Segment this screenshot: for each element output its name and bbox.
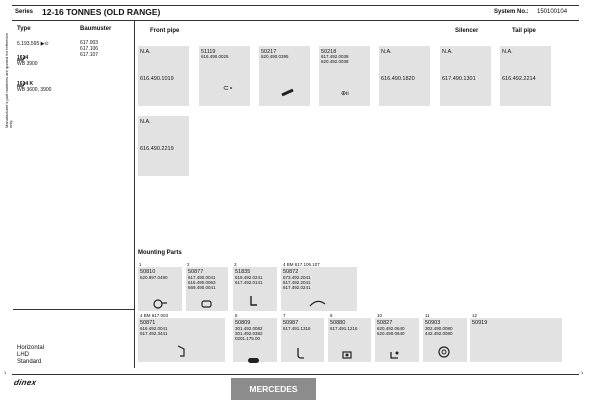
part-card[interactable]	[138, 46, 189, 106]
part-card[interactable]	[440, 46, 491, 106]
option-variant: Standard	[17, 359, 42, 365]
mount-index: 2	[187, 262, 190, 267]
mount-line: 301.492.0382	[235, 331, 263, 336]
series-label: Series	[15, 9, 34, 15]
mount-index: 4 BM 617.003	[140, 313, 169, 318]
part-ref: N.A.	[442, 49, 453, 55]
mount-index: 10	[377, 313, 383, 318]
baumuster-label: Baumuster	[80, 26, 112, 32]
strap-icon	[309, 295, 327, 313]
bolt-icon: ⊕ιι	[341, 91, 349, 97]
part-ref: 50217	[261, 49, 277, 55]
front-pipe-heading: Front pipe	[150, 28, 180, 34]
mount-line: 617.492.0241	[283, 285, 311, 290]
mount-ref: 50827	[377, 320, 393, 326]
clip-icon	[389, 347, 401, 365]
part-oem-number-2: 620.492.0038	[321, 59, 349, 64]
reference-note: Manufacturer's part numbers are quoted for reference only.	[4, 32, 13, 128]
part-number: 617.490.1301	[442, 76, 476, 82]
type-label: Type	[17, 26, 31, 32]
mounting-card[interactable]	[138, 267, 182, 311]
model1-code: 5.193.595 ▶⊙	[17, 41, 49, 47]
mount-line: 616.490.0063	[188, 280, 216, 285]
part-ref: 51119	[201, 49, 216, 55]
truck-icon: ▶⊙	[40, 41, 49, 47]
mounting-card[interactable]	[233, 267, 277, 311]
model2-name: 1614 K	[17, 81, 34, 87]
system-number: 150100104	[537, 9, 568, 15]
part-card[interactable]	[138, 116, 189, 176]
mount-ref: 50880	[330, 320, 346, 326]
options-rule	[13, 309, 134, 310]
part-number: 616.490.2219	[140, 146, 174, 152]
part-ref: N.A.	[381, 49, 392, 55]
model1-name: 1614	[17, 55, 29, 61]
silencer-heading: Silencer	[455, 28, 479, 34]
option-drive: LHD	[17, 352, 30, 358]
mount-line: 301.492.0082	[235, 326, 263, 331]
mounting-parts-heading: Mounting Parts	[138, 250, 182, 256]
mount-line: 673.492.2041	[283, 275, 311, 280]
mount-ref: 50872	[283, 269, 299, 275]
part-ref: N.A.	[502, 49, 513, 55]
mount-ref: 50810	[140, 269, 156, 275]
mounting-card[interactable]	[470, 318, 562, 362]
series-title: 12-16 TONNES (OLD RANGE)	[42, 7, 161, 17]
mount-line: 617.491.1316	[283, 326, 311, 331]
mount-index: 12	[472, 313, 478, 318]
mount-line: 617.491.1216	[330, 326, 358, 331]
sidebar-divider	[134, 20, 135, 368]
part-number: 616.492.2214	[502, 76, 536, 82]
mount-line: 616.492.0041	[140, 326, 168, 331]
mount-line: 617.490.0041	[188, 275, 216, 280]
ring-clamp-icon	[152, 296, 168, 314]
mounting-card[interactable]	[375, 318, 419, 362]
dinex-logo: dinex	[13, 378, 38, 387]
part-card[interactable]	[199, 46, 250, 106]
brand-banner	[231, 378, 316, 400]
baumuster-2: 617.106	[80, 46, 99, 52]
mount-line: 442.492.0080	[425, 331, 453, 336]
mounting-card[interactable]	[281, 267, 357, 311]
mount-line: 302.490.0080	[425, 326, 453, 331]
mount-line: 617.492.3441	[140, 331, 168, 336]
hook-icon	[295, 346, 307, 364]
mount-index: 7	[283, 313, 286, 318]
page-number-right: 1	[581, 370, 584, 375]
mount-ref: 51835	[235, 269, 251, 275]
part-oem-number: 616.490.0025	[201, 54, 229, 59]
part-number: 616.490.1019	[140, 76, 174, 82]
mount-line: 617.492.0141	[235, 280, 263, 285]
system-number-label: System No.:	[494, 9, 529, 15]
baumuster-3: 617.107	[80, 52, 99, 58]
part-oem-number: 617.492.0038	[321, 54, 349, 59]
brand-name: MERCEDES	[249, 384, 298, 394]
mount-ref: 50809	[235, 320, 251, 326]
mount-index: 4 BM 617.106.107	[283, 262, 320, 267]
model1-wb: WB 3900	[17, 61, 38, 67]
part-ref: N.A.	[140, 49, 151, 55]
mount-ref: 50877	[188, 269, 204, 275]
baumuster-1: 617.003	[80, 40, 99, 46]
mounting-card[interactable]	[138, 318, 225, 362]
part-card[interactable]	[500, 46, 551, 106]
part-oem-number: 620.490.0395	[261, 54, 289, 59]
mount-line: 620.997.0490	[140, 275, 168, 280]
mounting-card[interactable]	[328, 318, 371, 362]
rubber-icon	[247, 351, 261, 369]
flange-icon	[437, 345, 451, 364]
mount-line: 619.492.0241	[235, 275, 263, 280]
mount-line: 620.490.0640	[377, 331, 405, 336]
mount-ref: 50871	[140, 320, 156, 326]
part-ref: N.A.	[140, 119, 151, 125]
mount-index: 8	[330, 313, 333, 318]
strap-icon	[176, 344, 188, 362]
part-card[interactable]	[319, 46, 370, 106]
hanger-icon	[200, 296, 214, 314]
part-card[interactable]	[379, 46, 430, 106]
mount-index: 1	[139, 262, 142, 267]
tail-pipe-heading: Tail pipe	[512, 28, 536, 34]
mounting-card[interactable]	[233, 318, 277, 362]
part-number: 616.490.1820	[381, 76, 415, 82]
mount-line: 620.492.0640	[377, 326, 405, 331]
clamp-icon: ⊂∘	[223, 85, 234, 92]
mount-line: 617.492.2041	[283, 280, 311, 285]
mount-ref: 50903	[425, 320, 441, 326]
mounting-card[interactable]	[423, 318, 467, 362]
mount-index: 3	[234, 262, 237, 267]
mounting-card[interactable]	[186, 267, 228, 311]
part-ref: 50218	[321, 49, 337, 55]
mount-line: 669.490.0041	[188, 285, 216, 290]
mount-index: 11	[425, 313, 430, 318]
mount-index: 5	[235, 313, 238, 318]
footer-rule	[12, 374, 579, 375]
bracket-icon	[248, 294, 260, 312]
mount-ref: 50919	[472, 320, 488, 326]
page-number-left: 1	[4, 370, 7, 375]
option-orientation: Horizontal	[17, 345, 45, 351]
header-top-rule	[12, 5, 579, 6]
mount-line: 0201.175.00	[235, 336, 261, 341]
mount-ref: 50987	[283, 320, 299, 326]
model2-wb: WB 3600, 3900	[17, 87, 52, 93]
mount-icon	[341, 347, 355, 365]
part-card[interactable]	[259, 46, 310, 106]
gasket-icon	[281, 84, 295, 102]
header-bottom-rule	[12, 20, 579, 21]
mounting-card[interactable]	[281, 318, 324, 362]
